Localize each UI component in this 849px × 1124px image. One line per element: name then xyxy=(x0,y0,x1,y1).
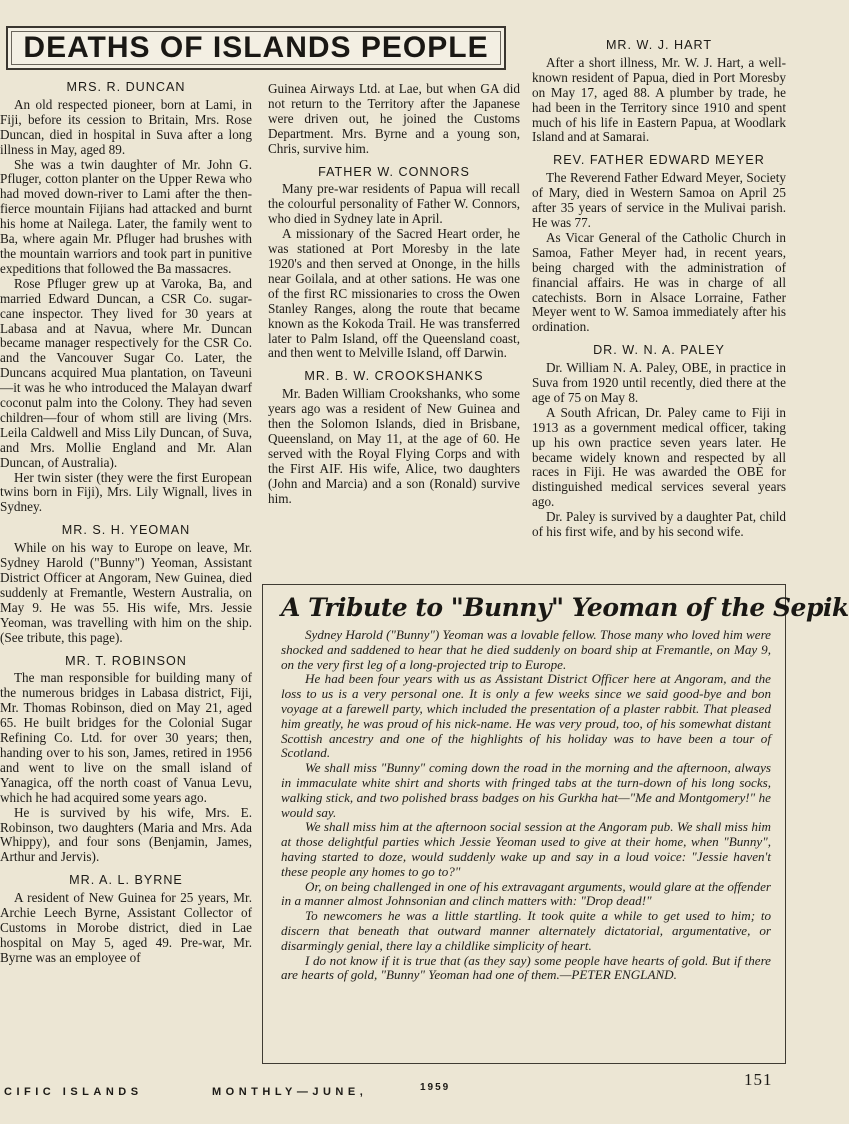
paragraph: As Vicar General of the Catholic Church in Samoa, Father Meyer had, in recent years, being charged with the administration of financial affairs. He was in charge of all catechists. Born in Alsace Lorraine, Father Meyer went to W. Samoa immediately after his ordination. xyxy=(532,229,786,335)
footer-issue: MONTHLY—JUNE, xyxy=(212,1086,368,1098)
obituary-heading: MRS. R. DUNCAN xyxy=(66,80,186,94)
paragraph: After a short illness, Mr. W. J. Hart, a well-known resident of Papua, died in Port Moresby on May 17, aged 88. A plumber by trade, he had been in the Territory since 1910 and spent much of his life in Eastern Papua, at Woodlark Island and at Samarai. xyxy=(532,54,786,145)
obituary-connors xyxy=(268,165,520,362)
paragraph: While on his way to Europe on leave, Mr. Sydney Harold ("Bunny") Yeoman, Assistant District Officer at Angoram, New Guinea, died suddenly at Fremantle, Western Australia, on May 9. He was 55. His wife, Mrs. Jessie Yeoman, was travelling with him on the ship. (See tribute, this page). xyxy=(0,540,252,645)
tribute-paragraph: We shall miss him at the afternoon social session at the Angoram pub. We shall miss him at those delightful parties which Jessie Yeoman used to give at their home, when "Bunny", having started to doze, would suddenly wake up and say in a loud voice: "Jessie haven't these people any homes to go to?" xyxy=(281,819,771,879)
tribute-paragraph: We shall miss "Bunny" coming down the road in the morning and the afternoon, always in immaculate white shirt and shorts with fringed tabs at the turn-down of his long socks, walking stick, and two polished brass badges on his Gurkha hat—"Me and Montgomery!" he would say. xyxy=(281,760,771,820)
footer-year: 1959 xyxy=(420,1082,451,1093)
paragraph: Many pre-war residents of Papua will recall the colourful personality of Father W. Connors, who died in Sydney late in April. xyxy=(268,181,520,227)
obituary-heading: MR. S. H. YEOMAN xyxy=(61,523,191,538)
paragraph: Rose Pfluger grew up at Varoka, Ba, and married Edward Duncan, a CSR Co. sugar-cane inspector. They lived for 30 years at Labasa and at Navua, where Mr. Duncan became manager respectively for the CSR Co. and the Vancouver Sugar Co. Later, the Duncans acquired Mua plantation, on Taveuni—it was he who introduced the Malayan dwarf coconut palm into the Colony. They had seven children—four of whom still are living (Mrs. Leila Caldwell and Miss Lily Duncan, of Suva, and Mrs. Mollie England and Mr. Alan Duncan, of Australia). xyxy=(0,275,252,470)
paragraph: Her twin sister (they were the first European twins born in Fiji), Mrs. Lily Wignall, lives in Sydney. xyxy=(0,469,252,515)
obituary-heading: MR. T. ROBINSON xyxy=(65,653,187,668)
page-number: 151 xyxy=(744,1070,773,1089)
column-left xyxy=(0,80,252,974)
section-banner xyxy=(6,26,506,70)
paragraph: A South African, Dr. Paley came to Fiji in 1913 as a government medical officer, taking up his own practice seven years later. He became widely known and respected by all races in Fiji. He was awarded the OBE for distinguished medical services several years ago. xyxy=(532,404,786,510)
tribute-paragraph: Sydney Harold ("Bunny") Yeoman was a lovable fellow. Those many who loved him were shocked and saddened to hear that he died suddenly on board ship at Fremantle, on May 9, on the very first leg of a long-projected trip to Europe. xyxy=(281,627,771,672)
paragraph: Dr. William N. A. Paley, OBE, in practice in Suva from 1920 until recently, died there at the age of 75 on May 8. xyxy=(532,360,786,405)
paragraph: The man responsible for building many of the numerous bridges in Labasa district, Fiji, Mr. Thomas Robinson, died on May 21, aged 65. He built bridges for the Colonial Sugar Refining Co. Ltd. for over 30 years; then, handing over to his son, James, retired in 1956 and went to live on the small island of Yanagica, off the north coast of Vanua Levu, which he had acquired some years ago. xyxy=(0,670,252,805)
tribute-paragraph: I do not know if it is true that (as they say) some people have hearts of gold. But if there are hearts of gold, "Bunny" Yeoman had one of them.—PETER ENGLAND. xyxy=(281,952,771,983)
tribute-paragraph: To newcomers he was a little startling. It took quite a while to get used to him; to discern that beneath that outward manner alternately dictatorial, argumentative, or disarmingly genial, there lay a childlike simplicity of heart. xyxy=(281,908,771,953)
paragraph: A resident of New Guinea for 25 years, Mr. Archie Leech Byrne, Assistant Collector of Customs in Morobe district, died in Lae hospital on May 5, aged 49. Pre-war, Mr. Byrne was an employee of xyxy=(0,890,252,965)
banner-title: DEATHS OF ISLANDS PEOPLE xyxy=(23,31,489,64)
obituary-robinson xyxy=(0,654,252,866)
tribute-paragraph: Or, on being challenged in one of his extravagant arguments, would glare at the offender in a manner almost Johnsonian and clinch matters with: "Drop dead!" xyxy=(281,878,771,909)
obituary-hart xyxy=(532,38,786,145)
column-right xyxy=(532,38,786,548)
obituary-duncan xyxy=(0,80,252,515)
tribute-paragraph: He had been four years with us as Assistant District Officer here at Angoram, and the loss to us is a very personal one. It is only a few weeks since we said good-bye and bon voyage at a farewell party, which included the presentation of a plaster rabbit. That pleased him greatly, he was proud of his nick-name. He was very proud, too, of his somewhat distant Scottish ancestry and one of the highlights of his holiday was to have been a tour of Scotland. xyxy=(281,671,771,761)
obituary-heading: MR. A. L. BYRNE xyxy=(69,873,183,888)
page-footer xyxy=(0,1070,801,1102)
obituary-heading: REV. FATHER EDWARD MEYER xyxy=(553,153,765,168)
obituary-heading: FATHER W. CONNORS xyxy=(318,164,470,179)
tribute-title: A Tribute to "Bunny" Yeoman of the Sepik xyxy=(281,593,849,622)
paragraph: A missionary of the Sacred Heart order, he was stationed at Port Moresby in the late 1920's and then served at Ononge, in the hills near Goilala, and at other sations. He was one of the first RC missionaries to cross the Owen Stanley Ranges, along the route that became known as the Kokoda Trail. He was transferred later to Palm Island, off the Queensland coast, and then went to Melville Island, off Darwin. xyxy=(268,226,520,361)
column-middle xyxy=(268,82,520,514)
paragraph: She was a twin daughter of Mr. John G. Pfluger, cotton planter on the Upper Rewa who had moved down-river to Lami after the then-fierce mountain Fijians had attacked and burnt his home at Nailega. Later, the family went to Ba, where again Mr. Pfluger had brushes with the mountain warriors and took part in punitive expeditions that followed the Ba massacres. xyxy=(0,156,252,276)
paragraph: An old respected pioneer, born at Lami, in Fiji, before its cession to Britain, Mrs. Rose Duncan, died in hospital in Suva after a long illness in May, aged 89. xyxy=(0,96,252,157)
obituary-meyer xyxy=(532,153,786,335)
obituary-paley xyxy=(532,343,786,540)
obituary-crookshanks xyxy=(268,369,520,506)
obituary-byrne xyxy=(0,873,252,965)
paragraph: Guinea Airways Ltd. at Lae, but when GA did not return to the Territory after the Japanese were driven out, he joined the Customs Department. Mrs. Byrne and a young son, Chris, survive him. xyxy=(268,81,520,156)
paragraph: He is survived by his wife, Mrs. E. Robinson, two daughters (Maria and Mrs. Ada Whippy), and four sons (Benjamin, James, Arthur and Jervis). xyxy=(0,804,252,865)
obituary-heading: DR. W. N. A. PALEY xyxy=(593,343,725,358)
obituary-heading: MR. B. W. CROOKSHANKS xyxy=(304,369,484,384)
obituary-heading: MR. W. J. HART xyxy=(605,38,713,52)
paragraph: The Reverend Father Edward Meyer, Society of Mary, died in Western Samoa on April 25 after 35 years of service in the Mulivai parish. He was 77. xyxy=(532,170,786,230)
tribute-box xyxy=(262,584,849,1064)
obituary-yeoman xyxy=(0,523,252,645)
paragraph: Mr. Baden William Crookshanks, who some years ago was a resident of New Guinea and then the Solomon Islands, died in Brisbane, Queensland, on May 11, at the age of 60. He served with the Royal Flying Corps and with the First AIF. His wife, Alice, two daughters (John and Marcia) and a son (Ronald) survive him. xyxy=(268,386,520,506)
paragraph: Dr. Paley is survived by a daughter Pat, child of his first wife, and by his second wife. xyxy=(532,509,786,540)
footer-publication: CIFIC ISLANDS xyxy=(4,1086,143,1098)
obituary-byrne-continued xyxy=(268,82,520,157)
